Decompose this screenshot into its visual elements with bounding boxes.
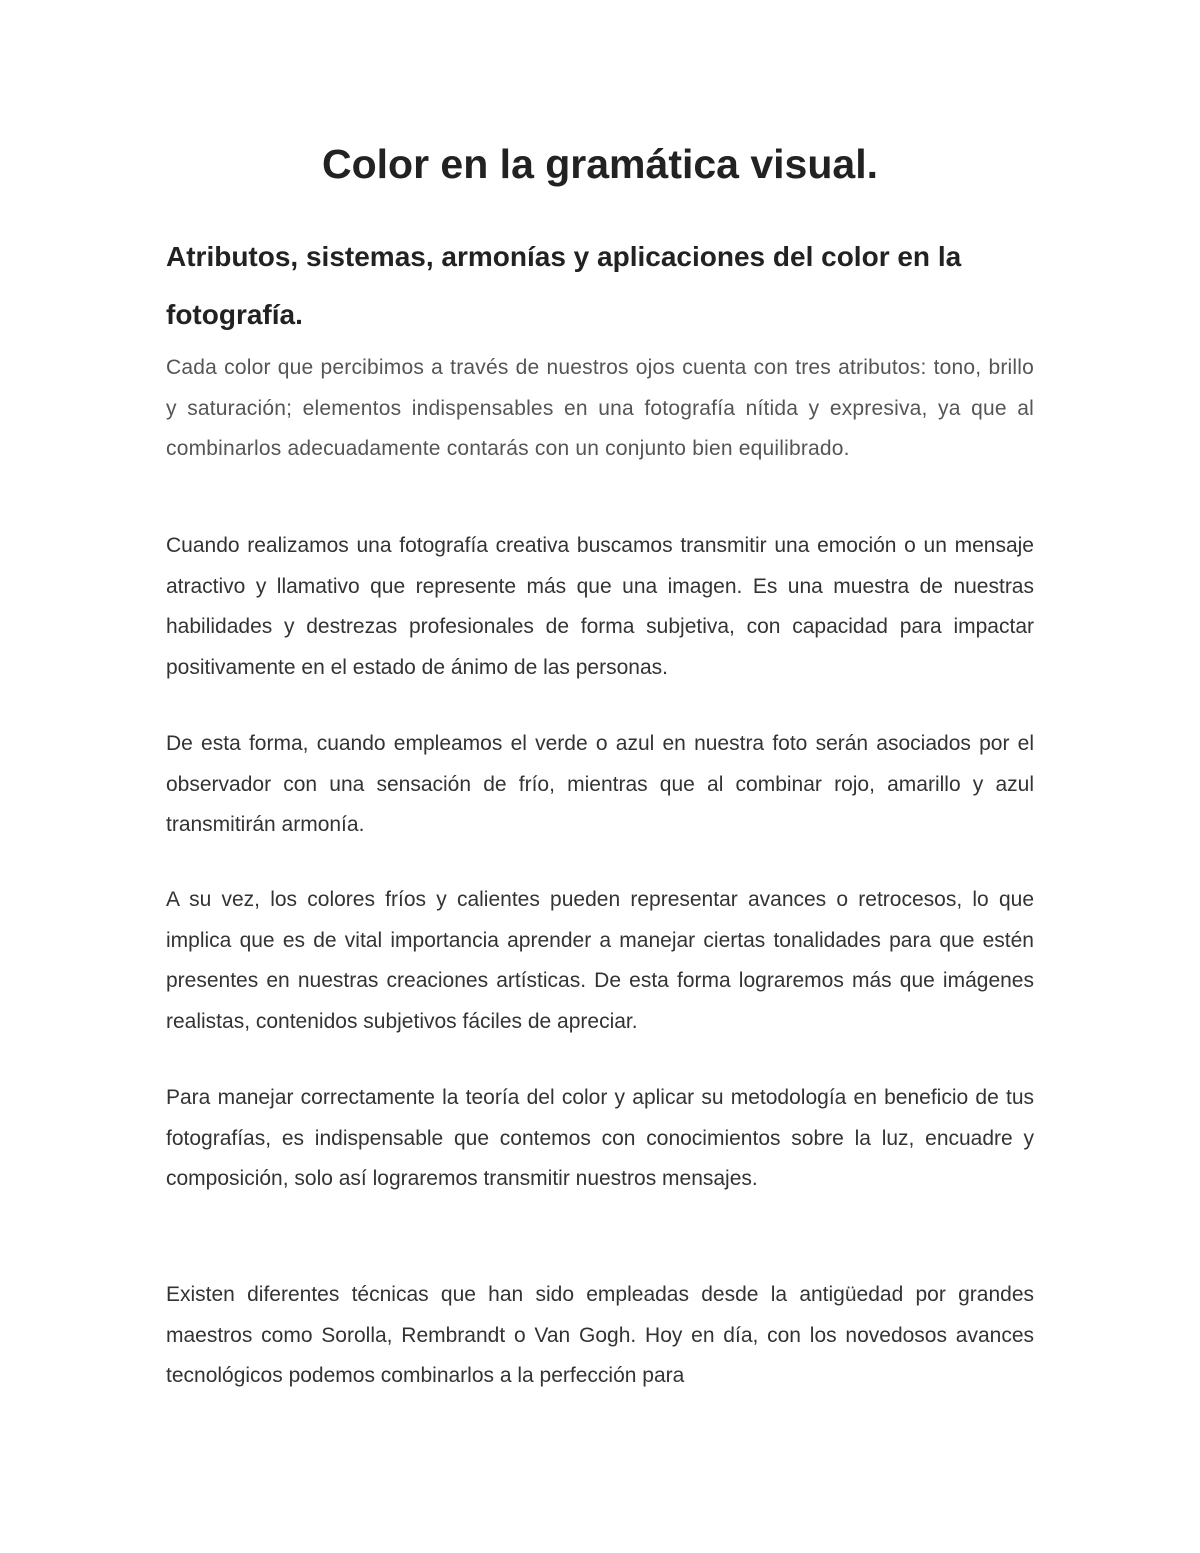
- document-title: Color en la gramática visual.: [322, 141, 878, 187]
- document-subtitle: Atributos, sistemas, armonías y aplicaciones del color en la fotografía.: [166, 241, 962, 330]
- paragraph-5: Para manejar correctamente la teoría del color y aplicar su metodología en beneficio de tus fotografías, es indispensable que contemos con conocimientos sobre la luz, encuadre y composición, solo así lograremos transmitir nuestros mensajes.: [166, 1086, 1034, 1191]
- paragraph-4: A su vez, los colores fríos y calientes pueden representar avances o retrocesos, lo que implica que es de vital importancia aprender a manejar ciertas tonalidades para que estén presentes en nuestras creaciones artísticas. De esta forma lograremos más que imágenes realistas, contenidos subjetivos fáciles de apreciar.: [166, 888, 1034, 1033]
- paragraph-3: De esta forma, cuando empleamos el verde o azul en nuestra foto serán asociados por el observador con una sensación de frío, mientras que al combinar rojo, amarillo y azul transmitirán armonía.: [166, 732, 1034, 837]
- paragraph-2: Cuando realizamos una fotografía creativa buscamos transmitir una emoción o un mensaje atractivo y llamativo que represente más que una imagen. Es una muestra de nuestras habilidades y destrezas profesionales de forma subjetiva, con capacidad para impactar positivamente en el estado de ánimo de las personas.: [166, 534, 1034, 679]
- paragraph-6: Existen diferentes técnicas que han sido empleadas desde la antigüedad por grandes maestros como Sorolla, Rembrandt o Van Gogh. Hoy en día, con los novedosos avances tecnológicos podemos combinarlos a la perfección para: [166, 1283, 1034, 1388]
- paragraph-1: Cada color que percibimos a través de nuestros ojos cuenta con tres atributos: tono, brillo y saturación; elementos indispensables en una fotografía nítida y expresiva, ya que al combinarlos adecuadamente contarás con un conjunto bien equilibrado.: [166, 356, 1034, 461]
